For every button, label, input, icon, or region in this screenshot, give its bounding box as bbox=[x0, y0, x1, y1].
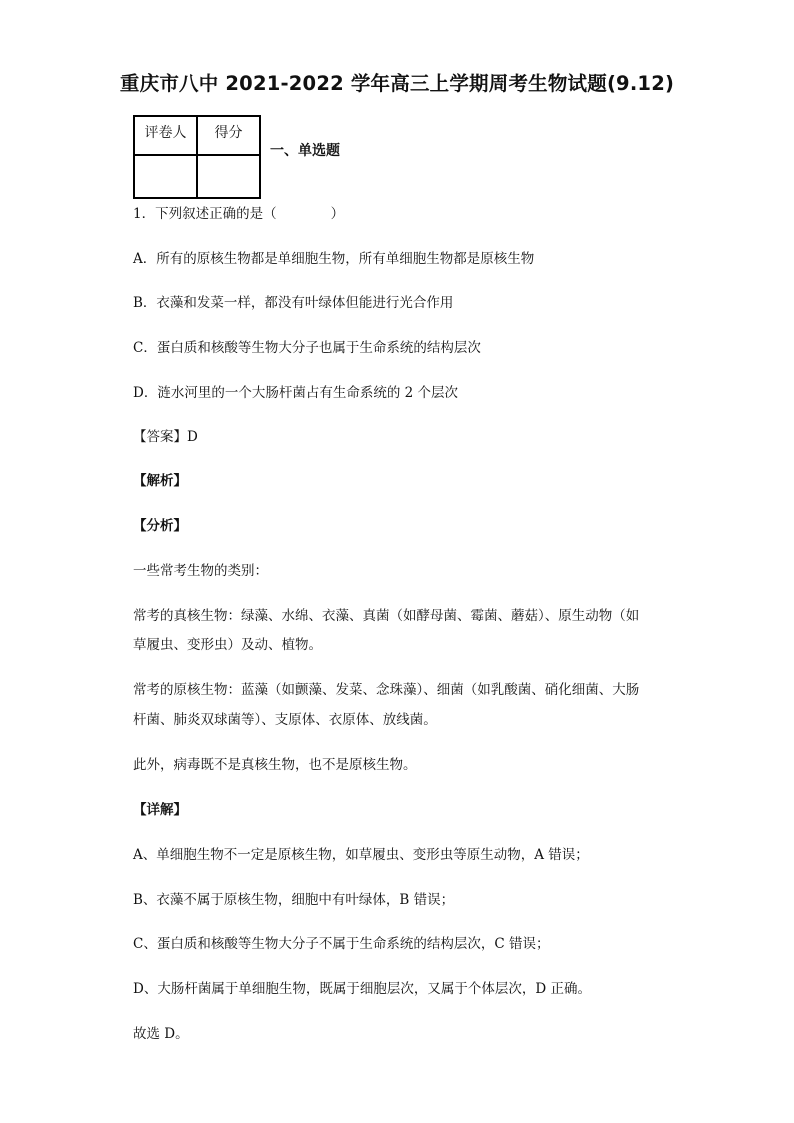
fenxi-intro: 一些常考生物的类别： bbox=[133, 563, 268, 579]
document-title: 重庆市八中 2021-2022 学年高三上学期周考生物试题(9.12) bbox=[119, 72, 675, 95]
virus-note: 此外，病毒既不是真核生物，也不是原核生物。 bbox=[133, 757, 417, 773]
eukaryotes-line-2: 草履虫、变形虫）及动、植物。 bbox=[133, 637, 322, 653]
option-b: B．衣藻和发菜一样，都没有叶绿体但能进行光合作用 bbox=[133, 295, 454, 311]
grader-table bbox=[133, 115, 261, 199]
prokaryotes-line-1: 常考的原核生物：蓝藻（如颤藻、发菜、念珠藻）、细菌（如乳酸菌、硝化细菌、大肠 bbox=[133, 682, 640, 698]
eukaryotes-line-1: 常考的真核生物：绿藻、水绵、衣藻、真菌（如酵母菌、霉菌、蘑菇）、原生动物（如 bbox=[133, 608, 640, 624]
detail-b: B、衣藻不属于原核生物，细胞中有叶绿体，B 错误； bbox=[133, 892, 455, 908]
question-stem: 1．下列叙述正确的是（ ） bbox=[133, 206, 345, 222]
prokaryotes-line-2: 杆菌、肺炎双球菌等）、支原体、衣原体、放线菌。 bbox=[133, 712, 437, 728]
section-title: 一、单选题 bbox=[270, 143, 340, 159]
score-cell bbox=[197, 155, 260, 198]
detail-heading: 【详解】 bbox=[133, 802, 187, 818]
score-header: 得分 bbox=[197, 116, 260, 155]
option-d: D．涟水河里的一个大肠杆菌占有生命系统的 2 个层次 bbox=[133, 385, 458, 401]
detail-d: D、大肠杆菌属于单细胞生物，既属于细胞层次，又属于个体层次，D 正确。 bbox=[133, 981, 591, 997]
detail-a: A、单细胞生物不一定是原核生物，如草履虫、变形虫等原生动物，A 错误； bbox=[133, 847, 589, 863]
analysis-heading: 【解析】 bbox=[133, 473, 187, 489]
grader-cell bbox=[134, 155, 197, 198]
conclusion: 故选 D。 bbox=[133, 1026, 189, 1042]
detail-c: C、蛋白质和核酸等生物大分子不属于生命系统的结构层次，C 错误； bbox=[133, 936, 550, 952]
option-c: C．蛋白质和核酸等生物大分子也属于生命系统的结构层次 bbox=[133, 340, 481, 356]
fenxi-heading: 【分析】 bbox=[133, 518, 187, 534]
answer-line: 【答案】D bbox=[133, 429, 198, 445]
option-a: A．所有的原核生物都是单细胞生物，所有单细胞生物都是原核生物 bbox=[133, 251, 535, 267]
grader-header: 评卷人 bbox=[134, 116, 197, 155]
